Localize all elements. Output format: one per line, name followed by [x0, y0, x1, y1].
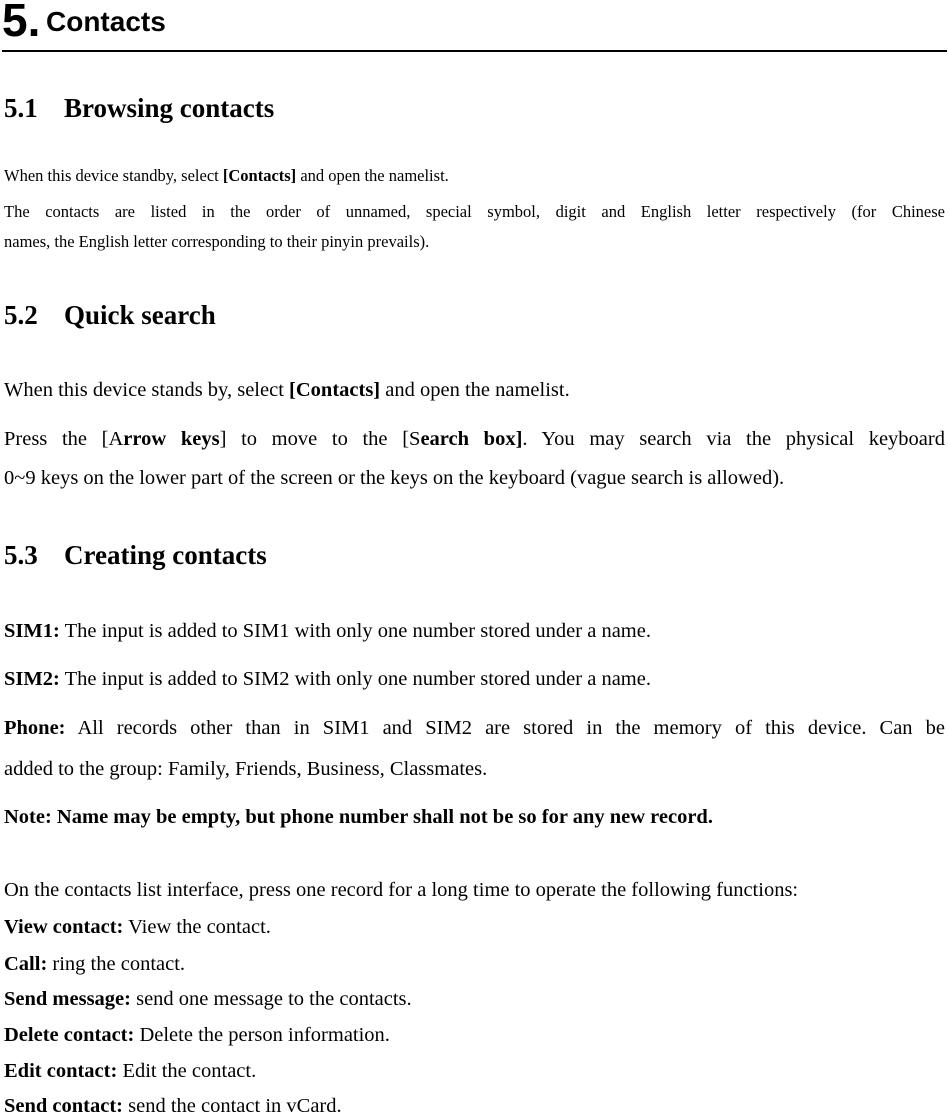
section-number: 5.2 — [4, 300, 38, 330]
text-run: The input is added to SIM1 with only one number stored under a name. — [59, 620, 651, 642]
paragraph-standby-select — [4, 166, 449, 186]
paragraph-phone-line2: added to the group: Family, Friends, Business, Classmates. — [4, 758, 488, 780]
paragraph-arrow-keys-line1 — [4, 427, 945, 451]
text-run: and open the namelist. — [380, 379, 570, 401]
text-run: . You may search via the physical keyboard — [522, 428, 945, 450]
bold-run: Phone: — [4, 717, 66, 739]
paragraph-arrow-keys-line2: 0~9 keys on the lower part of the screen or the keys on the keyboard (vague search is allowed). — [4, 467, 785, 489]
paragraph-phone-line1 — [4, 716, 945, 740]
paragraph-long-press-intro: On the contacts list interface, press one record for a long time to operate the following functions: — [4, 879, 799, 901]
function-item-delete-contact — [4, 1023, 390, 1047]
text-run: Press the [A — [4, 428, 124, 450]
paragraph-sim1 — [4, 619, 651, 643]
text-run: and open the namelist. — [296, 166, 449, 185]
function-item-edit-contact — [4, 1059, 256, 1083]
note-text: Note: Name may be empty, but phone number shall not be so for any new record. — [4, 806, 713, 828]
section-title: Quick search — [64, 300, 216, 330]
paragraph-order-line2: names, the English letter corresponding to their pinyin prevails). — [4, 232, 430, 251]
text-run: When this device standby, select — [4, 166, 223, 185]
section-title: Creating contacts — [64, 540, 267, 570]
text-run: The input is added to SIM2 with only one number stored under a name. — [59, 668, 651, 690]
section-number: 5.3 — [4, 540, 38, 570]
section-heading-quick-search — [4, 299, 216, 331]
section-number: 5.1 — [4, 93, 38, 123]
bold-run: Delete contact: — [4, 1024, 135, 1046]
text-run: Edit the contact. — [117, 1060, 257, 1082]
chapter-number: 5. — [2, 0, 41, 46]
bold-run: View contact: — [4, 916, 124, 938]
text-run: ] to move to the [S — [219, 428, 421, 450]
bold-run: earch box] — [420, 428, 523, 450]
bold-run: [Contacts] — [289, 379, 381, 401]
function-item-send-message — [4, 987, 412, 1011]
paragraph-stands-by — [4, 378, 570, 402]
paragraph-order-line1: The contacts are listed in the order of unnamed, special symbol, digit and English letter respectively (for Chinese — [4, 202, 945, 221]
function-item-send-contact — [4, 1094, 342, 1118]
bold-run: Send message: — [4, 988, 131, 1010]
chapter-heading — [2, 0, 947, 52]
function-item-view-contact — [4, 915, 271, 939]
bold-run: SIM1: — [4, 620, 60, 642]
text-run: Delete the person information. — [134, 1024, 390, 1046]
bold-run: Call: — [4, 953, 48, 975]
bold-run: Edit contact: — [4, 1060, 118, 1082]
chapter-title: Contacts — [46, 6, 166, 37]
text-run: send the contact in vCard. — [123, 1095, 342, 1117]
text-run: View the contact. — [123, 916, 271, 938]
bold-run: SIM2: — [4, 668, 60, 690]
text-run: When this device stands by, select — [4, 379, 290, 401]
bold-run: rrow keys — [123, 428, 220, 450]
bold-run: Send contact: — [4, 1095, 124, 1117]
section-title: Browsing contacts — [64, 93, 275, 123]
function-item-call — [4, 952, 185, 976]
paragraph-sim2 — [4, 667, 651, 691]
bold-run: [Contacts] — [222, 166, 297, 185]
text-run: send one message to the contacts. — [130, 988, 412, 1010]
section-heading-browsing — [4, 92, 274, 124]
text-run: All records other than in SIM1 and SIM2 are stored in the memory of this device. Can be — [65, 717, 945, 739]
section-heading-creating — [4, 539, 267, 571]
text-run: ring the contact. — [47, 953, 186, 975]
